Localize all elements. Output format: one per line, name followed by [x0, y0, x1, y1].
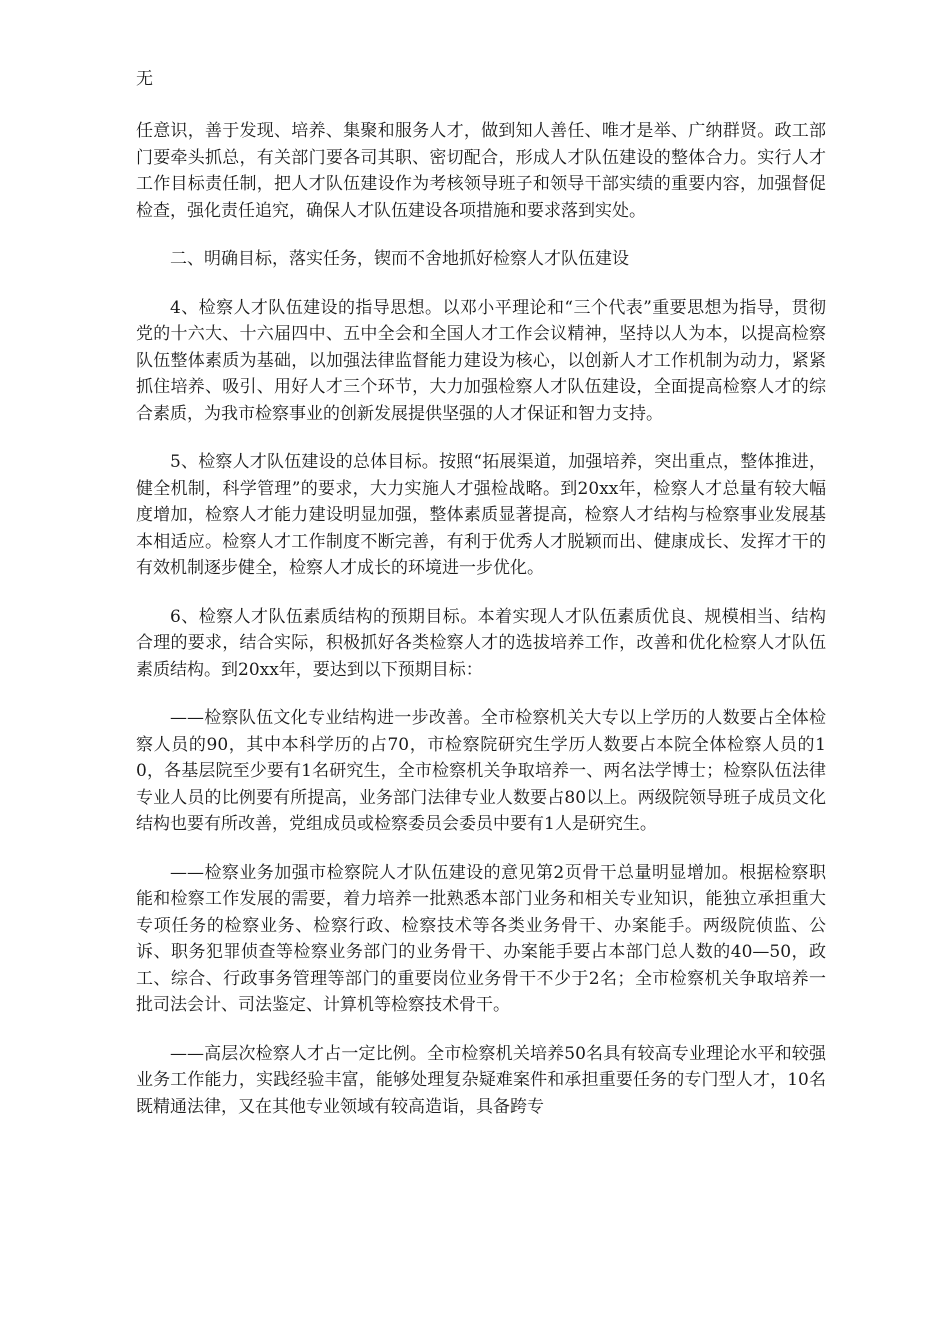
paragraph: 5、检察人才队伍建设的总体目标。按照“拓展渠道，加强培养，突出重点，整体推进，健全机制，科学管理”的要求，大力实施人才强检战略。到20xx年，检察人才总量有较大幅度增加，检察人才能力建设明显加强，整体素质显著提高，检察人才结构与检察事业发展基本相适应。检察人才工作制度不断完善，有利于优秀人才脱颖而出、健康成长、发挥才干的有效机制逐步健全，检察人才成长的环境进一步优化。 [136, 452, 826, 578]
paragraph: 4、检察人才队伍建设的指导思想。以邓小平理论和“三个代表”重要思想为指导，贯彻党的十六大、十六届四中、五中全会和全国人才工作会议精神，坚持以人为本，以提高检察队伍整体素质为基础，以加强法律监督能力建设为核心，以创新人才工作机制为动力，紧紧抓住培养、吸引、用好人才三个环节，大力加强检察人才队伍建设，全面提高检察人才的综合素质，为我市检察事业的创新发展提供坚强的人才保证和智力支持。 [136, 297, 826, 424]
paragraph: ——检察队伍文化专业结构进一步改善。全市检察机关大专以上学历的人数要占全体检察人员的90，其中本科学历的占70，市检察院研究生学历人数要占本院全体检察人员的10，各基层院至少要有1名研究生，全市检察机关争取培养一、两名法学博士；检察队伍法律专业人员的比例要有所提高，业务部门法律专业人数要占80以上。两级院领导班子成员文化结构也要有所改善，党组成员或检察委员会委员中要有1人是研究生。 [136, 708, 826, 834]
document-body [136, 118, 826, 1142]
paragraph: ——检察业务加强市检察院人才队伍建设的意见第2页骨干总量明显增加。根据检察职能和检察工作发展的需要，着力培养一批熟悉本部门业务和相关专业知识，能独立承担重大专项任务的检察业务、检察行政、检察技术等各类业务骨干、办案能手。两级院侦监、公诉、职务犯罪侦查等检察业务部门的业务骨干、办案能手要占本部门总人数的40—50，政工、综合、行政事务管理等部门的重要岗位业务骨干不少于2名；全市检察机关争取培养一批司法会计、司法鉴定、计算机等检察技术骨干。 [136, 862, 826, 1015]
paragraph: 任意识，善于发现、培养、集聚和服务人才，做到知人善任、唯才是举、广纳群贤。政工部门要牵头抓总，有关部门要各司其职、密切配合，形成人才队伍建设的整体合力。实行人才工作目标责任制，把人才队伍建设作为考核领导班子和领导干部实绩的重要内容，加强督促检查，强化责任追究，确保人才队伍建设各项措施和要求落到实处。 [136, 121, 826, 221]
section-heading: 二、明确目标，落实任务，锲而不舍地抓好检察人才队伍建设 [170, 249, 629, 269]
paragraph: 6、检察人才队伍素质结构的预期目标。本着实现人才队伍素质优良、规模相当、结构合理的要求，结合实际，积极抓好各类检察人才的选拔培养工作，改善和优化检察人才队伍素质结构。到20xx年，要达到以下预期目标： [136, 606, 826, 680]
page-header: 无 [136, 69, 153, 89]
paragraph: ——高层次检察人才占一定比例。全市检察机关培养50名具有较高专业理论水平和较强业务工作能力，实践经验丰富，能够处理复杂疑难案件和承担重要任务的专门型人才，10名既精通法律，又在其他专业领域有较高造诣，具备跨专 [136, 1043, 826, 1117]
